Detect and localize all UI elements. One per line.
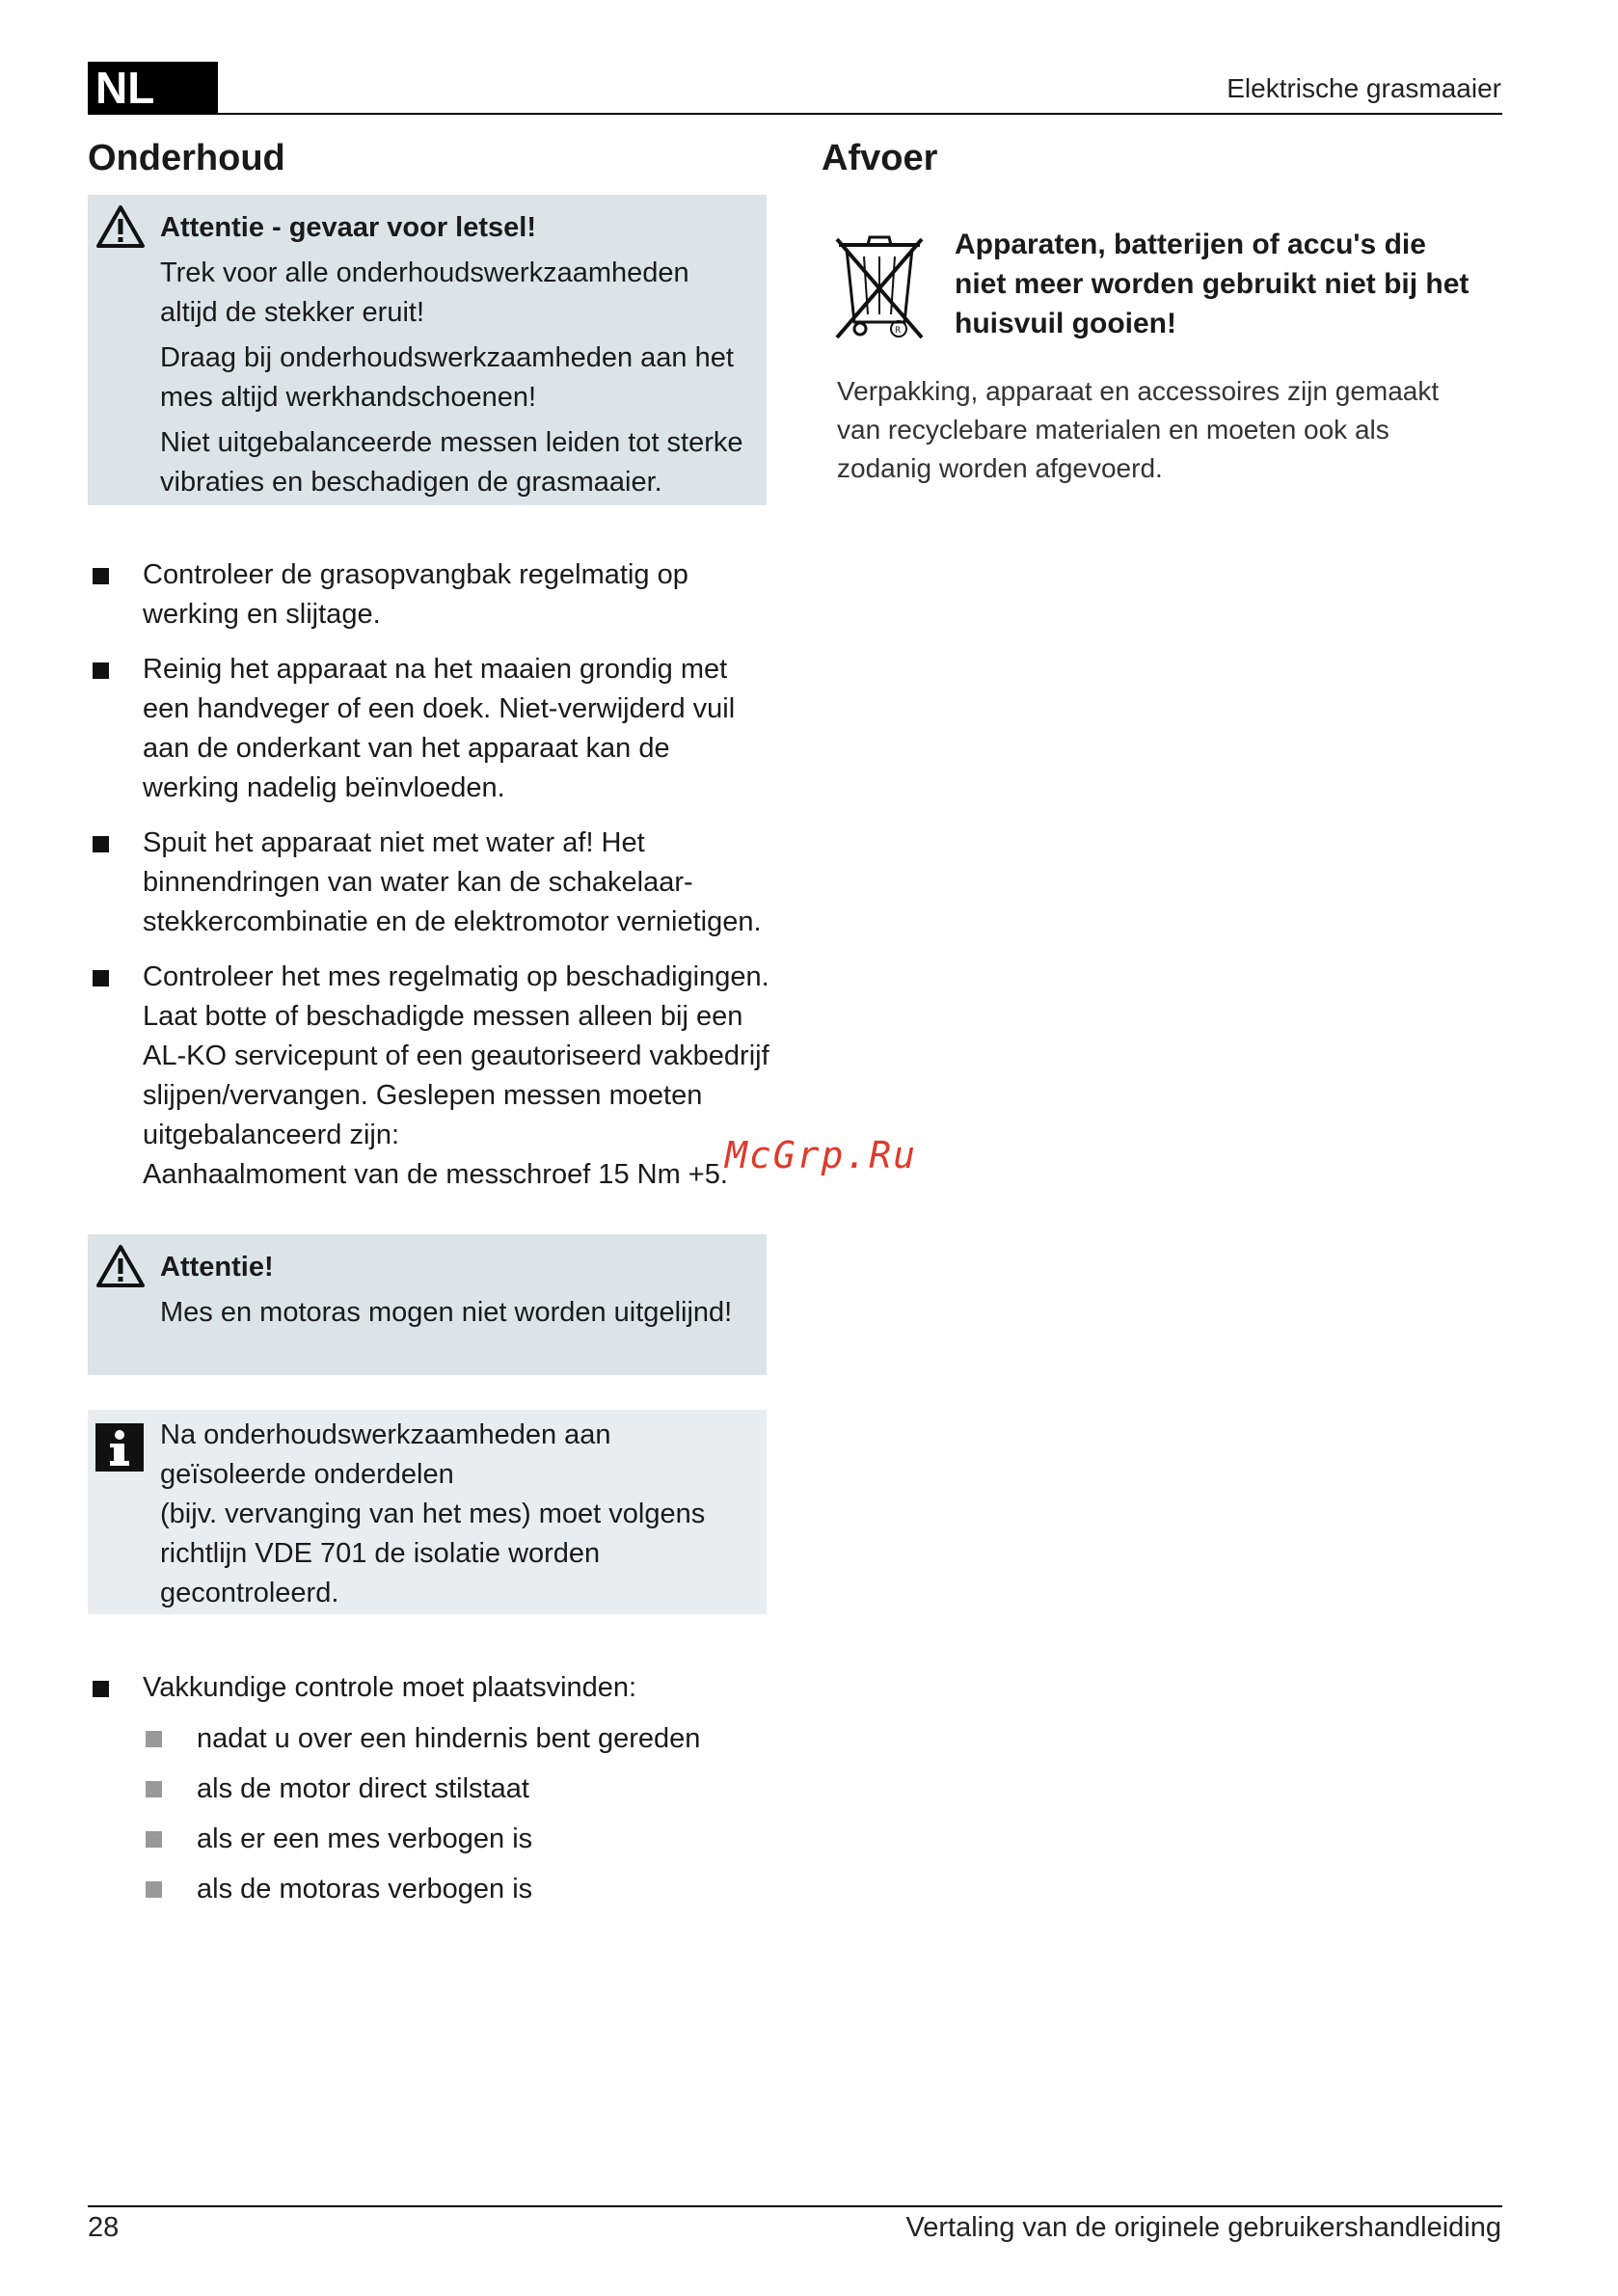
language-badge: NL <box>88 62 218 114</box>
warning-line: Mes en motoras mogen niet worden uitgelijnd! <box>160 1297 733 1328</box>
document-title: Elektrische grasmaaier <box>1227 73 1501 103</box>
footer-text: Vertaling van de originele gebruikershandleiding <box>905 2212 1501 2243</box>
sub-list-item <box>143 1820 772 1858</box>
bullet-square-icon <box>93 568 109 584</box>
warning-line: Trek voor alle onderhoudswerkzaamheden altijd de stekker eruit! <box>160 257 689 328</box>
sub-list-item-text: als er een mes verbogen is <box>197 1823 533 1854</box>
bullet-square-grey-icon <box>146 1881 162 1898</box>
bullet-square-icon <box>93 970 109 986</box>
disposal-warning: Apparaten, batterijen of accu's die niet meer worden gebruikt niet bij het huisvuil gooien! <box>955 229 1470 339</box>
section-title-onderhoud: Onderhoud <box>88 138 285 178</box>
sub-list-item-text: als de motor direct stilstaat <box>197 1773 529 1804</box>
sub-list-item-text: nadat u over een hindernis bent gereden <box>197 1723 701 1754</box>
warning-box-injury <box>88 195 767 505</box>
header-divider <box>88 113 1502 115</box>
page-number: 28 <box>88 2212 120 2243</box>
bullet-square-grey-icon <box>146 1781 162 1797</box>
maintenance-list <box>88 555 772 1210</box>
list-item-text: Controleer de grasopvangbak regelmatig op werking en slijtage. <box>143 559 688 630</box>
footer-divider <box>88 2205 1502 2207</box>
section-title-afvoer: Afvoer <box>822 138 938 178</box>
info-icon <box>94 1421 146 1478</box>
sub-list-item-text: als de motoras verbogen is <box>197 1874 533 1904</box>
list-item-text: Spuit het apparaat niet met water af! Het binnendringen van water kan de schakelaar-stekkercombinatie en de elektromotor vernietigen. <box>143 827 762 937</box>
bullet-square-grey-icon <box>146 1831 162 1848</box>
bullet-square-icon <box>93 662 109 679</box>
warning-triangle-icon <box>95 204 146 254</box>
list-item <box>88 824 772 942</box>
list-item-text: Controleer het mes regelmatig op beschadigingen. Laat botte of beschadigde messen alleen bij een AL-KO servicepunt of een geautoriseerd vakbedrijf slijpen/vervangen. Geslepen messen moeten uitgebalanceerd zijn: <box>143 961 769 1150</box>
disposal-text: Verpakking, apparaat en accessoires zijn gemaakt van recyclebare materialen en moeten ook als zodanig worden afgevoerd. <box>837 376 1440 483</box>
list-item <box>88 650 772 808</box>
list-item-text: Reinig het apparaat na het maaien grondig met een handveger of een doek. Niet-verwijderd vuil aan de onderkant van het apparaat kan de werking nadelig beïnvloeden. <box>143 654 736 803</box>
warning-line: Niet uitgebalanceerde messen leiden tot sterke vibraties en beschadigen de grasmaaier. <box>160 427 743 498</box>
warning-heading: Attentie - gevaar voor letsel! <box>160 212 536 243</box>
sub-list-item <box>143 1769 772 1808</box>
warning-heading: Attentie! <box>160 1252 274 1283</box>
bullet-square-icon <box>93 836 109 852</box>
bullet-square-icon <box>93 1681 109 1697</box>
info-box-isolation <box>88 1410 767 1614</box>
info-line: Na onderhoudswerkzaamheden aan geïsoleerde onderdelen <box>160 1419 611 1490</box>
list-item <box>88 1668 772 1908</box>
sub-list-item <box>143 1870 772 1908</box>
crossed-bin-icon <box>831 230 928 348</box>
warning-line: Draag bij onderhoudswerkzaamheden aan het mes altijd werkhandschoenen! <box>160 342 734 413</box>
list-item <box>88 555 772 635</box>
inspection-list <box>88 1668 772 1924</box>
inspection-sublist <box>143 1719 772 1908</box>
list-item <box>88 958 772 1195</box>
warning-triangle-icon <box>95 1244 146 1293</box>
warning-box-alignment <box>88 1234 767 1375</box>
info-line: (bijv. vervanging van het mes) moet volgens richtlijn VDE 701 de isolatie worden gecontroleerd. <box>160 1499 706 1608</box>
list-item-text: Vakkundige controle moet plaatsvinden: <box>143 1672 637 1703</box>
svg-text:R: R <box>895 326 902 336</box>
torque-spec: Aanhaalmoment van de messchroef 15 Nm +5. <box>143 1159 728 1190</box>
sub-list-item <box>143 1719 772 1758</box>
watermark: McGrp.Ru <box>725 1134 918 1176</box>
bullet-square-grey-icon <box>146 1731 162 1747</box>
